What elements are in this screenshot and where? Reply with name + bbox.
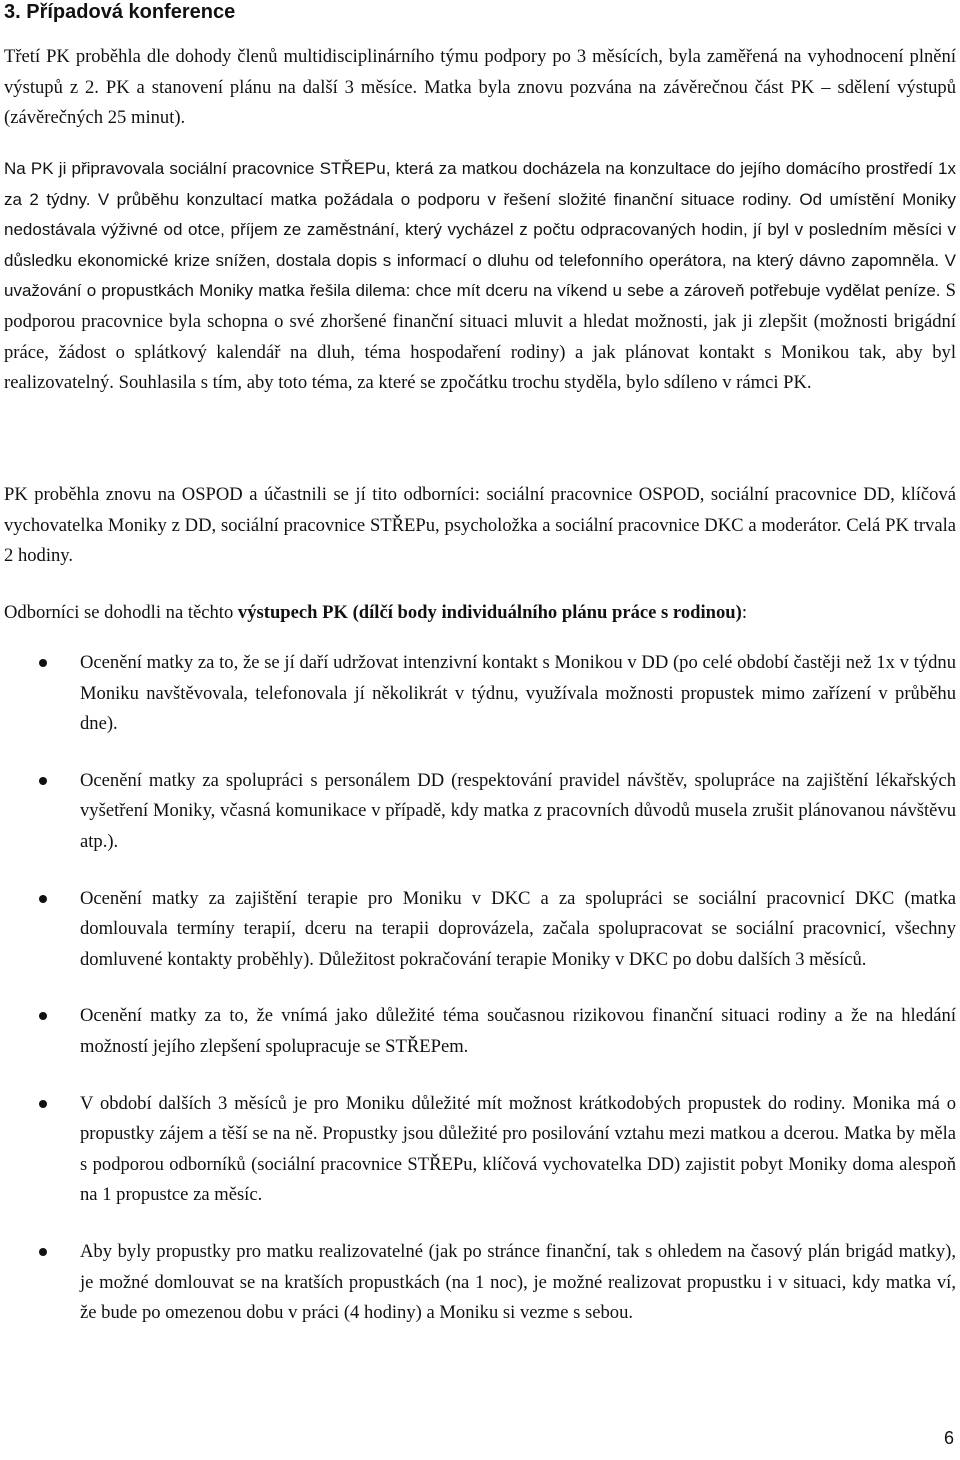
bullet-icon — [39, 895, 47, 903]
section-heading: 3. Případová konference — [4, 1, 236, 23]
outcomes-intro-tail: : — [741, 602, 747, 623]
page-number: 6 — [943, 1428, 954, 1448]
list-item — [0, 1237, 960, 1329]
bullet-icon — [39, 1012, 47, 1020]
list-item-text: Ocenění matky za zajištění terapie pro Moniku v DKC a za spolupráci se sociální pracovnicí DKC (matka domlouvala termíny terapií, dceru na terapii doprovázela, začala spolupracovat se sociální pracovnicí, všechny domluvené kontakty proběhly). Důležitost pokračování terapie Moniky v DKC po dobu dalších 3 měsíců. — [80, 887, 956, 970]
outcomes-intro-lead: Odborníci se dohodli na těchto — [4, 602, 238, 623]
bullet-icon — [39, 777, 47, 785]
bullet-icon — [39, 1100, 47, 1108]
list-item-text: Aby byly propustky pro matku realizovatelné (jak po stránce finanční, tak s ohledem na časový plán brigád matky), je možné domlouvat se na kratších propustkách (na 1 noc), je možné realizovat propustku i v situaci, kdy matka ví, že bude po omezenou dobu v práci (4 hodiny) a Moniku si vezme s sebou. — [80, 1240, 956, 1324]
outcomes-intro-bold: výstupech PK (dílčí body individuálního plánu práce s rodinou) — [237, 602, 742, 623]
list-item — [0, 766, 960, 858]
paragraph-participants: PK proběhla znovu na OSPOD a účastnili se jí tito odborníci: sociální pracovnice OSPOD, sociální pracovnice DD, klíčová vychovatelka Moniky z DD, sociální pracovnice STŘEPu, psycholožka a sociální pracovnice DKC a moderátor. Celá PK trvala 2 hodiny. — [4, 484, 956, 567]
list-item — [0, 648, 960, 740]
paragraph-intro: Třetí PK proběhla dle dohody členů multidisciplinárního týmu podpory po 3 měsících, byla zaměřená na vyhodnocení plnění výstupů z 2. PK a stanovení plánu na další 3 měsíce. Matka byla znovu pozvána na závěrečnou část PK – sdělení výstupů (závěrečných 25 minut). — [4, 46, 956, 129]
bullet-icon — [39, 659, 47, 667]
list-item-text: V období dalších 3 měsíců je pro Moniku důležité mít možnost krátkodobých propustek do rodiny. Monika má o propustky zájem a těší se na ně. Propustky jsou důležité pro posilování vztahu mezi matkou a dcerou. Matka by měla s podporou odborníků (sociální pracovnice STŘEPu, klíčová vychovatelka DD) zajistit pobyt Moniky doma alespoň na 1 propustce za měsíc. — [80, 1092, 956, 1206]
list-item — [0, 1001, 960, 1062]
list-item-text: Ocenění matky za to, že se jí daří udržovat intenzivní kontakt s Monikou v DD (po celé období častěji než 1x v týdnu Moniku navštěvovala, telefonovala jí několikrát v týdnu, využívala možnosti propustek mimo zařízení v průběhu dne). — [80, 652, 956, 735]
paragraph-preparation-sans-part: Na PK ji připravovala sociální pracovnice STŘEPu, která za matkou docházela na konzultace do jejího domácího prostředí 1x za 2 týdny. V průběhu konzultací matka požádala o podporu v řešení složité finanční situace rodiny. — [4, 159, 956, 209]
bullet-icon — [39, 1248, 47, 1256]
outcomes-list — [0, 648, 960, 1355]
paragraph-preparation-support-part: S podporou pracovnice byla schopna o své zhoršené finanční situaci mluvit a hledat možnosti, jak ji zlepšit (možnosti brigádní práce, žádost o splátkový kalendář na dluh, téma hospodaření rodiny) a jak plánovat kontakt s Monikou tak, aby byl realizovatelný. Souhlasila s tím, aby toto téma, za které se zpočátku trochu styděla, bylo sdíleno v rámci PK. — [4, 280, 956, 394]
list-item-text: Ocenění matky za spolupráci s personálem DD (respektování pravidel návštěv, spolupráce na zajištění lékařských vyšetření Moniky, včasná komunikace v případě, kdy matka z pracovních důvodů musela zrušit plánovanou návštěvu atp.). — [80, 769, 956, 852]
list-item-text: Ocenění matky za to, že vnímá jako důležité téma současnou rizikovou finanční situaci rodiny a že na hledání možností jejího zlepšení spolupracuje se STŘEPem. — [80, 1005, 956, 1057]
list-item — [0, 1089, 960, 1211]
paragraph-preparation — [4, 154, 956, 399]
paragraph-outcomes-intro — [4, 598, 956, 629]
list-item — [0, 884, 960, 976]
paragraph-preparation-finance-part: Od umístění Moniky nedostávala výživné od otce, příjem ze zaměstnání, který vycházel z počtu odpracovaných hodin, jí byl v posledním měsíci v důsledku ekonomické krize snížen, dostala dopis s informací o dluhu od telefonního operátora, na který dávno zapomněla. V uvažování o propustkách Moniky matka řešila dilema: chce mít dceru na víkend u sebe a zároveň potřebuje vydělat peníze. — [4, 189, 957, 301]
